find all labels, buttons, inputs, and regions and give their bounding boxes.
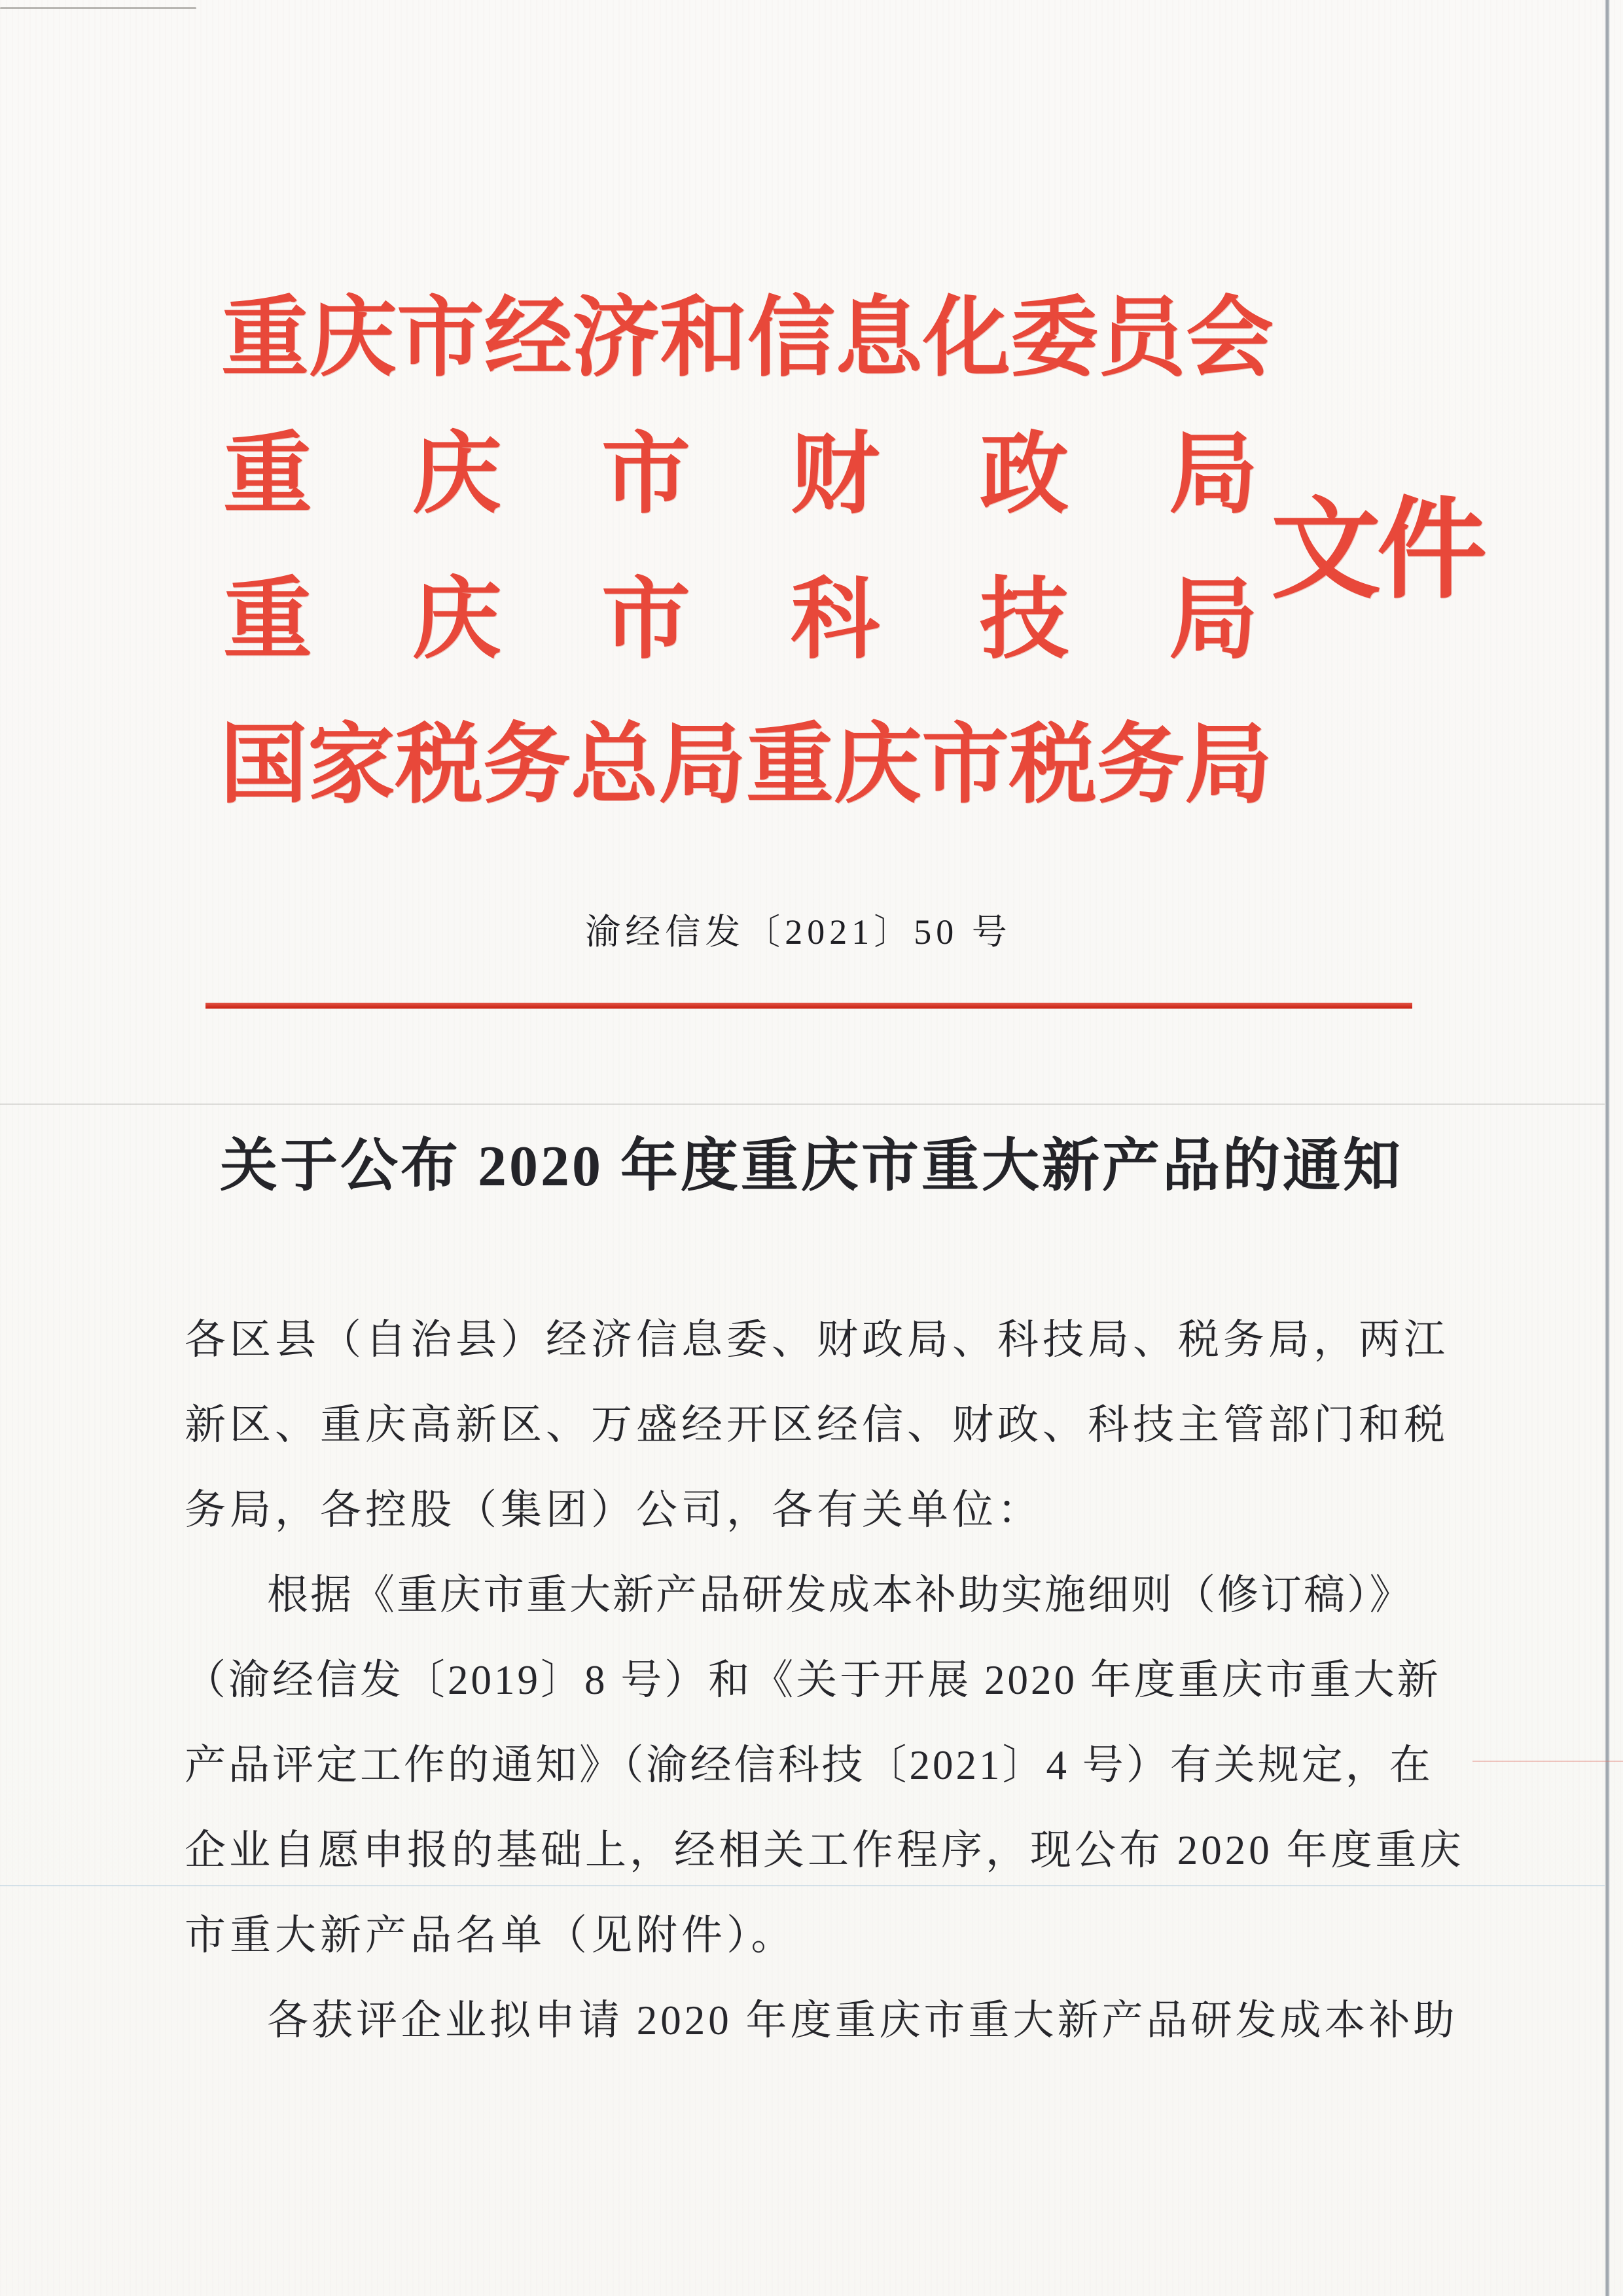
- letterhead-file-suffix: 文件: [1271, 490, 1483, 612]
- body-line: 各区县（自治县）经济信息委、财政局、科技局、税务局，两江: [185, 1317, 1449, 1363]
- body-line: 各获评企业拟申请 2020 年度重庆市重大新产品研发成本补助: [267, 1998, 1458, 2043]
- body-line: 市重大新产品名单（见附件）。: [185, 1912, 796, 1958]
- scan-artifact-blue-line: [0, 1885, 1605, 1886]
- body-line: 新区、重庆高新区、万盛经开区经信、财政、科技主管部门和税: [185, 1402, 1449, 1448]
- scan-artifact-red-line: [1472, 1761, 1623, 1762]
- body-line: （渝经信发〔2019〕8 号）和《关于开展 2020 年度重庆市重大新: [185, 1657, 1441, 1703]
- scan-artifact-gray-line: [0, 1103, 1605, 1105]
- letterhead-agency-1: 重庆市经济和信息化委员会: [221, 290, 1274, 387]
- scan-edge-right-line: [1605, 0, 1610, 2296]
- body-line: 根据《重庆市重大新产品研发成本补助实施细则（修订稿）》: [267, 1572, 1413, 1618]
- red-separator-rule: [205, 1003, 1412, 1009]
- document-title: 关于公布 2020 年度重庆市重大新产品的通知: [219, 1135, 1403, 1198]
- scan-edge-top-line: [0, 7, 196, 9]
- body-line: 企业自愿申报的基础上，经相关工作程序，现公布 2020 年度重庆: [185, 1827, 1465, 1873]
- document-body: [185, 1297, 1465, 2063]
- letterhead-agency-3: 重庆市科技局: [223, 571, 1358, 670]
- letterhead-agency-4: 国家税务总局重庆市税务局: [220, 717, 1273, 814]
- body-line: 产品评定工作的通知》（渝经信科技〔2021〕4 号）有关规定，在: [185, 1742, 1433, 1788]
- body-line: 务局，各控股（集团）公司，各有关单位：: [185, 1487, 1043, 1533]
- document-number: 渝经信发〔2021〕50 号: [585, 912, 1012, 952]
- letterhead-agency-2: 重庆市财政局: [223, 426, 1358, 524]
